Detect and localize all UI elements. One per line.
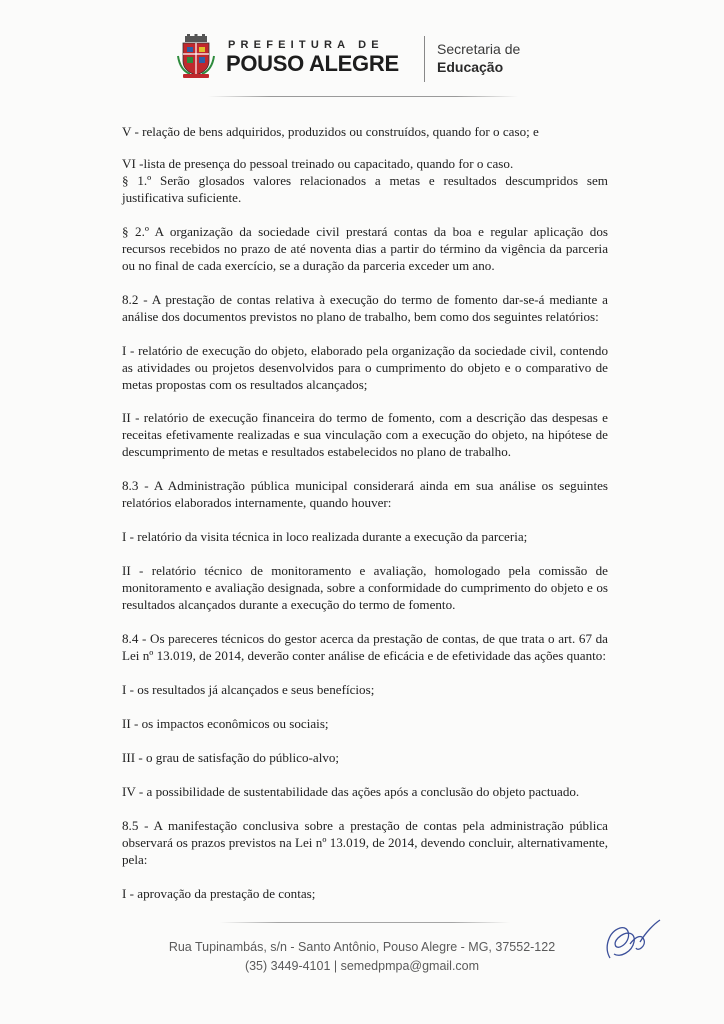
city-name: POUSO ALEGRE [226,51,399,76]
header-divider [424,36,425,82]
paragraph: 8.5 - A manifestação conclusiva sobre a prestação de contas pela administração pública observará os prazos previstos na Lei nº 13.019, de 2014, devendo concluir, alternativamente, pela: [122,818,608,867]
letterhead [0,30,724,94]
paragraph: § 2.º A organização da sociedade civil prestará contas da boa e regular aplicação dos recursos recebidos no prazo de até noventa dias a partir do término da vigência da parceria ou no final de cada exercício, se a duração da parceria exceder um ano. [122,224,608,273]
prefeitura-label: PREFEITURA DE [228,39,384,51]
paragraph: I - os resultados já alcançados e seus benefícios; [122,682,375,697]
paragraph: II - relatório técnico de monitoramento e avaliação, homologado pela comissão de monitoramento e avaliação designada, sobre a conformidade do cumprimento do objeto e os resultados alcançados durante a execução do termo de fomento. [122,563,608,612]
paragraph: I - aprovação da prestação de contas; [122,886,316,901]
signature-initials [596,914,666,968]
paragraph: 8.2 - A prestação de contas relativa à execução do termo de fomento dar-se-á mediante a análise dos documentos previstos no plano de trabalho, bem como dos seguintes relatórios: [122,292,608,324]
secretaria-label [437,40,520,76]
paragraph: V - relação de bens adquiridos, produzidos ou construídos, quando for o caso; e [122,124,539,139]
paragraph: IV - a possibilidade de sustentabilidade das ações após a conclusão do objeto pactuado. [122,784,580,799]
educacao-line: Educação [437,59,504,75]
footer-rule [220,922,510,923]
footer-contact: (35) 3449-4101 | semedpmpa@gmail.com [244,959,480,973]
paragraph: § 1.º Serão glosados valores relacionados a metas e resultados descumpridos sem justificativa suficiente. [122,173,608,205]
paragraph: II - os impactos econômicos ou sociais; [122,716,329,731]
city-crest-icon [176,34,216,80]
footer-address: Rua Tupinambás, s/n - Santo Antônio, Pouso Alegre - MG, 37552-122 [168,940,556,954]
header-rule [208,96,518,97]
paragraph: 8.4 - Os pareceres técnicos do gestor acerca da prestação de contas, de que trata o art. 67 da Lei nº 13.019, de 2014, deverão conter análise de eficácia e de efetividade das ações quanto: [122,631,608,663]
paragraph: I - relatório de execução do objeto, elaborado pela organização da sociedade civil, contendo as atividades ou projetos desenvolvidos para o cumprimento do objeto e o comparativo de metas propostas com os resultados alcançados; [122,343,608,392]
paragraph: II - relatório de execução financeira do termo de fomento, com a descrição das despesas e receitas efetivamente realizadas e sua vinculação com a execução do objeto, na hipótese de descumprimento de metas e resultados estabelecidos no plano de trabalho. [122,410,608,459]
paragraph: III - o grau de satisfação do público-alvo; [122,750,340,765]
paragraph: 8.3 - A Administração pública municipal considerará ainda em sua análise os seguintes relatórios elaborados internamente, quando houver: [122,478,608,510]
paragraph: I - relatório da visita técnica in loco realizada durante a execução da parceria; [122,529,528,544]
paragraph: VI -lista de presença do pessoal treinado ou capacitado, quando for o caso. [122,156,514,171]
document-body [122,123,608,902]
secretaria-line: Secretaria de [437,41,521,57]
